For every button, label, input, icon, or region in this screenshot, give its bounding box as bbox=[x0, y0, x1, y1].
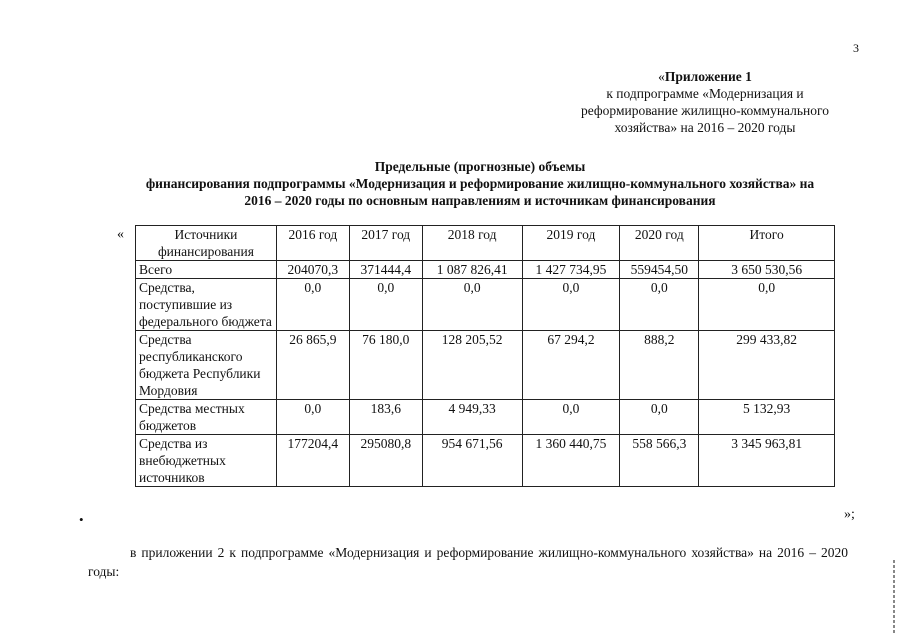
value-cell: 0,0 bbox=[276, 400, 349, 435]
appendix-heading bbox=[540, 68, 870, 85]
column-header: 2016 год bbox=[276, 226, 349, 261]
value-cell: 177204,4 bbox=[276, 435, 349, 487]
document-title bbox=[40, 158, 905, 209]
table-open-quote: « bbox=[117, 227, 124, 242]
value-cell: 3 345 963,81 bbox=[699, 435, 835, 487]
value-cell: 0,0 bbox=[699, 279, 835, 331]
source-cell: Средства республиканского бюджета Республики Мордовия bbox=[136, 331, 277, 400]
value-cell: 5 132,93 bbox=[699, 400, 835, 435]
table-close-quote: »; bbox=[844, 507, 855, 522]
value-cell: 0,0 bbox=[422, 279, 522, 331]
value-cell: 26 865,9 bbox=[276, 331, 349, 400]
scan-edge-stripe bbox=[893, 560, 895, 635]
margin-mark: • bbox=[79, 512, 84, 527]
value-cell: 1 360 440,75 bbox=[522, 435, 620, 487]
column-header: Источники финансирования bbox=[136, 226, 277, 261]
source-cell: Средства местных бюджетов bbox=[136, 400, 277, 435]
title-line: финансирования подпрограммы «Модернизация и реформирование жилищно-коммунального хозяйства» на bbox=[145, 176, 815, 191]
table-row bbox=[136, 279, 835, 331]
value-cell: 299 433,82 bbox=[699, 331, 835, 400]
source-cell: Всего bbox=[136, 261, 277, 279]
table-header-row bbox=[136, 226, 835, 261]
value-cell: 888,2 bbox=[620, 331, 699, 400]
source-cell: Средства, поступившие из федерального бюджета bbox=[136, 279, 277, 331]
appendix-line: к подпрограмме «Модернизация и bbox=[606, 86, 804, 101]
title-line: Предельные (прогнозные) объемы bbox=[374, 159, 586, 174]
column-header: 2018 год bbox=[422, 226, 522, 261]
value-cell: 0,0 bbox=[522, 279, 620, 331]
column-header: Итого bbox=[699, 226, 835, 261]
page-number: 3 bbox=[853, 41, 859, 55]
appendix-line: реформирование жилищно-коммунального bbox=[581, 103, 829, 118]
value-cell: 3 650 530,56 bbox=[699, 261, 835, 279]
value-cell: 128 205,52 bbox=[422, 331, 522, 400]
value-cell: 0,0 bbox=[620, 400, 699, 435]
appendix-quote: « bbox=[658, 69, 665, 84]
value-cell: 0,0 bbox=[522, 400, 620, 435]
financing-table bbox=[135, 225, 835, 487]
table-row bbox=[136, 331, 835, 400]
value-cell: 371444,4 bbox=[349, 261, 422, 279]
value-cell: 67 294,2 bbox=[522, 331, 620, 400]
value-cell: 295080,8 bbox=[349, 435, 422, 487]
column-header: 2020 год bbox=[620, 226, 699, 261]
column-header: 2019 год bbox=[522, 226, 620, 261]
value-cell: 204070,3 bbox=[276, 261, 349, 279]
table-row bbox=[136, 261, 835, 279]
value-cell: 1 427 734,95 bbox=[522, 261, 620, 279]
title-line: 2016 – 2020 годы по основным направлениям и источникам финансирования bbox=[244, 193, 716, 208]
value-cell: 559454,50 bbox=[620, 261, 699, 279]
value-cell: 558 566,3 bbox=[620, 435, 699, 487]
footer-paragraph: в приложении 2 к подпрограмме «Модернизация и реформирование жилищно-коммунального хозяйства» на 2016 – 2020 годы: bbox=[88, 545, 848, 579]
table-row bbox=[136, 400, 835, 435]
appendix-title: Приложение 1 bbox=[664, 69, 752, 84]
value-cell: 76 180,0 bbox=[349, 331, 422, 400]
value-cell: 183,6 bbox=[349, 400, 422, 435]
appendix-caption bbox=[540, 68, 870, 136]
value-cell: 954 671,56 bbox=[422, 435, 522, 487]
value-cell: 0,0 bbox=[620, 279, 699, 331]
value-cell: 0,0 bbox=[349, 279, 422, 331]
appendix-line: хозяйства» на 2016 – 2020 годы bbox=[614, 120, 796, 135]
column-header: 2017 год bbox=[349, 226, 422, 261]
value-cell: 1 087 826,41 bbox=[422, 261, 522, 279]
value-cell: 4 949,33 bbox=[422, 400, 522, 435]
table-row bbox=[136, 435, 835, 487]
source-cell: Средства из внебюджетных источников bbox=[136, 435, 277, 487]
value-cell: 0,0 bbox=[276, 279, 349, 331]
